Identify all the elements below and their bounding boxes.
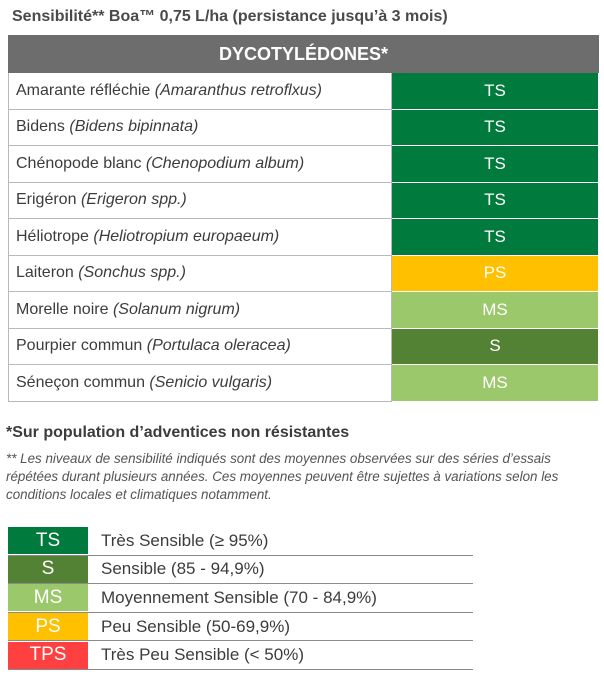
sensitivity-table (8, 35, 599, 402)
legend-row (8, 613, 473, 642)
weed-latin-name: (Portulaca oleracea) (146, 337, 291, 355)
weed-common-name: Séneçon commun (16, 373, 145, 391)
legend-label: Très Peu Sensible (< 50%) (101, 645, 304, 665)
weed-common-name: Amarante réfléchie (16, 81, 151, 99)
sensitivity-level-cell: TS (392, 219, 599, 256)
sensitivity-level-cell: TS (392, 109, 599, 146)
weed-common-name: Pourpier commun (16, 337, 143, 355)
sensitivity-level-cell: TS (392, 146, 599, 183)
weed-name-cell (9, 292, 392, 329)
legend-row (8, 556, 473, 585)
weed-latin-name: (Sonchus spp.) (78, 264, 186, 282)
legend-label: Peu Sensible (50-69,9%) (101, 616, 291, 636)
table-row (9, 292, 599, 329)
table-row (9, 73, 599, 110)
table-header: DYCOTYLÉDONES* (9, 36, 599, 73)
legend-code-swatch: TPS (8, 642, 88, 669)
legend-row (8, 641, 473, 670)
legend-label: Très Sensible (≥ 95%) (101, 530, 269, 550)
weed-common-name: Héliotrope (16, 227, 89, 245)
legend-code-swatch: S (8, 556, 88, 583)
weed-latin-name: (Senicio vulgaris) (149, 373, 273, 391)
legend-code-swatch: PS (8, 613, 88, 640)
sensitivity-level-cell: TS (392, 182, 599, 219)
sensitivity-level-cell: PS (392, 255, 599, 292)
weed-name-cell (9, 255, 392, 292)
weed-common-name: Chénopode blanc (16, 154, 142, 172)
table-row (9, 328, 599, 365)
weed-latin-name: (Heliotropium europaeum) (93, 227, 280, 245)
weed-common-name: Morelle noire (16, 300, 109, 318)
weed-latin-name: (Solanum nigrum) (112, 300, 241, 318)
weed-common-name: Erigéron (16, 191, 77, 209)
weed-name-cell (9, 73, 392, 110)
table-row (9, 182, 599, 219)
table-row (9, 255, 599, 292)
sensitivity-level-cell: MS (392, 292, 599, 329)
table-row (9, 146, 599, 183)
weed-name-cell (9, 328, 392, 365)
weed-latin-name: (Amaranthus retroflxus) (154, 81, 322, 99)
legend-label: Moyennement Sensible (70 - 84,9%) (101, 587, 377, 607)
table-row (9, 109, 599, 146)
legend-code-swatch: TS (8, 527, 88, 554)
legend (8, 527, 473, 670)
table-header-row (9, 36, 599, 73)
population-note: *Sur population d’adventices non résistantes (6, 424, 350, 441)
weed-latin-name: (Bidens bipinnata) (69, 118, 199, 136)
weed-name-cell (9, 219, 392, 256)
weed-common-name: Bidens (16, 118, 65, 136)
averages-note: ** Les niveaux de sensibilité indiqués sont des moyennes observées sur des séries d’essais répétées durant plusieurs années. Ces moyennes peuvent être sujettes à variations selon les conditions locales et climatiques notamment. (6, 451, 559, 502)
weed-name-cell (9, 182, 392, 219)
legend-code-swatch: MS (8, 584, 88, 611)
weed-name-cell (9, 109, 392, 146)
table-row (9, 219, 599, 256)
sensitivity-level-cell: TS (392, 73, 599, 110)
legend-row (8, 527, 473, 556)
table-row (9, 365, 599, 402)
legend-row (8, 584, 473, 613)
legend-label: Sensible (85 - 94,9%) (101, 559, 265, 579)
weed-name-cell (9, 146, 392, 183)
weed-latin-name: (Erigeron spp.) (80, 191, 187, 209)
weed-common-name: Laiteron (16, 264, 74, 282)
page-title: Sensibilité** Boa™ 0,75 L/ha (persistance jusqu’à 3 mois) (12, 8, 448, 25)
weed-latin-name: (Chenopodium album) (145, 154, 305, 172)
sensitivity-level-cell: MS (392, 365, 599, 402)
sensitivity-level-cell: S (392, 328, 599, 365)
weed-name-cell (9, 365, 392, 402)
